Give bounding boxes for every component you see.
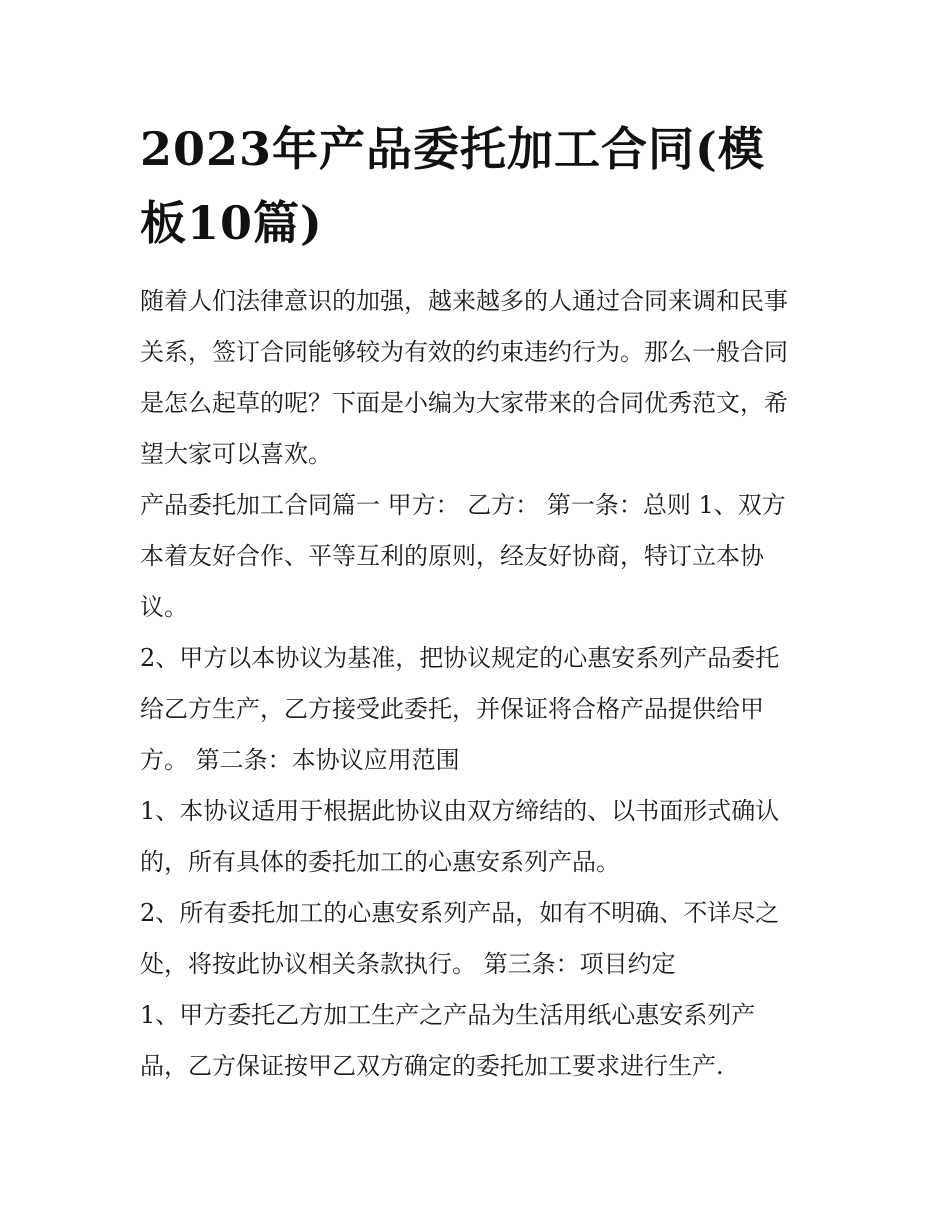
text-line: 2、所有委托加工的心惠安系列产品，如有不明确、不详尽之 [140,899,780,927]
text-line: 关系，签订合同能够较为有效的约束违约行为。那么一般合同 [140,338,788,366]
text-line: 议。 [140,593,188,621]
text-line: 随着人们法律意识的加强，越来越多的人通过合同来调和民事 [140,287,788,315]
title-line: 板10篇) [140,196,323,250]
text-line: 望大家可以喜欢。 [140,440,332,468]
document-title [140,112,820,260]
clause-paragraph [140,786,816,888]
text-line: 是怎么起草的呢？下面是小编为大家带来的合同优秀范文，希 [140,389,788,417]
text-line: 2、甲方以本协议为基准，把协议规定的心惠安系列产品委托 [140,644,780,672]
text-line: 品，乙方保证按甲乙双方确定的委托加工要求进行生产. [140,1052,724,1080]
clause-paragraph [140,990,816,1092]
text-line: 的，所有具体的委托加工的心惠安系列产品。 [140,848,620,876]
text-line: 1、甲方委托乙方加工生产之产品为生活用纸心惠安系列产 [140,1001,756,1029]
text-line: 处，将按此协议相关条款执行。 第三条：项目约定 [140,950,676,978]
text-line: 方。 第二条：本协议应用范围 [140,746,460,774]
text-line: 1、本协议适用于根据此协议由双方缔结的、以书面形式确认 [140,797,780,825]
clause-paragraph [140,480,816,633]
text-line: 给乙方生产，乙方接受此委托，并保证将合格产品提供给甲 [140,695,764,723]
intro-paragraph [140,276,816,480]
document-body [140,276,816,1092]
clause-paragraph [140,633,816,786]
text-line: 本着友好合作、平等互利的原则，经友好协商，特订立本协 [140,542,764,570]
title-line: 2023年产品委托加工合同(模 [140,122,765,176]
text-line: 产品委托加工合同篇一 甲方： 乙方： 第一条：总则 1、双方 [140,491,786,519]
clause-paragraph [140,888,816,990]
